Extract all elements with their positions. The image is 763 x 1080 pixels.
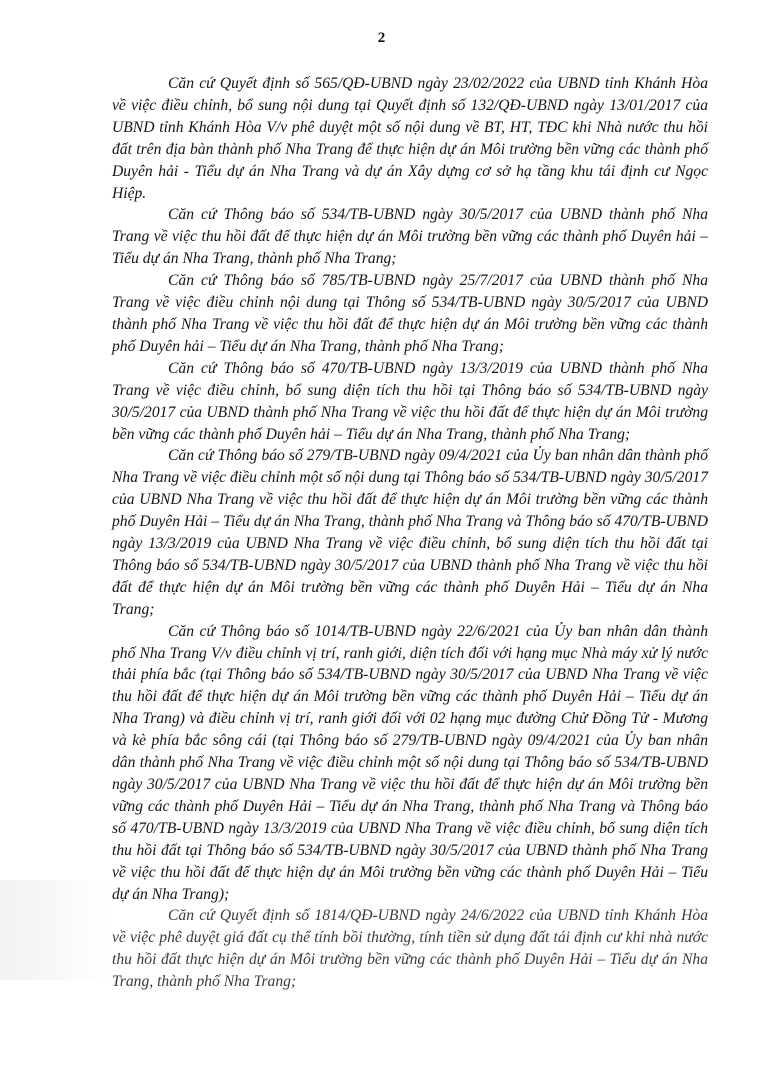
paragraph-tb-1014: Căn cứ Thông báo số 1014/TB-UBND ngày 22/6/2021 của Ủy ban nhân dân thành phố Nha Trang V/v điều chỉnh vị trí, ranh giới, diện tích đối với hạng mục Nhà máy xử lý nước thải phía bắc (tại Thông báo số 534/TB-UBND ngày 30/5/2017 của UBND Nha Trang về việc thu hồi đất để thực hiện dự án Môi trường bền vững các thành phố Duyên Hải – Tiểu dự án Nha Trang) và điều chỉnh vị trí, ranh giới đối với 02 hạng mục đường Chử Đồng Tử - Mương và kè phía bắc sông cái (tại Thông báo số 279/TB-UBND ngày 09/4/2021 của Ủy ban nhân dân thành phố Nha Trang về việc điều chỉnh một số nội dung tại Thông báo số 534/TB-UBND ngày 30/5/2017 của UBND Nha Trang về việc thu hồi đất để thực hiện dự án Môi trường bền vững các thành phố Duyên Hải – Tiểu dự án Nha Trang, thành phố Nha Trang và Thông báo số 470/TB-UBND ngày 13/3/2019 của UBND Nha Trang về việc điều chỉnh, bổ sung diện tích thu hồi đất tại Thông báo số 534/TB-UBND ngày 30/5/2017 của UBND thành phố Nha Trang về việc thu hồi đất để thực hiện dự án Môi trường bền vững các thành phố Duyên Hải – Tiểu dự án Nha Trang); bbox=[112, 622, 708, 903]
paragraph-tb-470: Căn cứ Thông báo số 470/TB-UBND ngày 13/3/2019 của UBND thành phố Nha Trang về việc điều chỉnh, bổ sung diện tích thu hồi tại Thông báo số 534/TB-UBND ngày 30/5/2017 của UBND thành phố Nha Trang về việc thu hồi đất để thực hiện dự án Môi trường bền vững các thành phố Duyên hải – Tiểu dự án Nha Trang, thành phố Nha Trang; bbox=[112, 359, 708, 443]
scan-shadow bbox=[0, 880, 110, 980]
document-body bbox=[112, 73, 708, 993]
paragraph-tb-534: Căn cứ Thông báo số 534/TB-UBND ngày 30/5/2017 của UBND thành phố Nha Trang về việc thu hồi đất để thực hiện dự án Môi trường bền vững các thành phố Duyên hải – Tiểu dự án Nha Trang, thành phố Nha Trang; bbox=[112, 206, 708, 268]
paragraph-tb-279: Căn cứ Thông báo số 279/TB-UBND ngày 09/4/2021 của Ủy ban nhân dân thành phố Nha Trang về việc điều chỉnh một số nội dung tại Thông báo số 534/TB-UBND ngày 30/5/2017 của UBND Nha Trang về việc thu hồi đất để thực hiện dự án Môi trường bền vững các thành phố Duyên Hải – Tiểu dự án Nha Trang, thành phố Nha Trang và Thông báo số 470/TB-UBND ngày 13/3/2019 của UBND Nha Trang về việc điều chỉnh, bổ sung diện tích thu hồi đất tại Thông báo số 534/TB-UBND ngày 30/5/2017 của UBND thành phố Nha Trang về việc thu hồi đất để thực hiện dự án Môi trường bền vững các thành phố Duyên Hải – Tiểu dự án Nha Trang; bbox=[112, 447, 708, 618]
paragraph-tb-785: Căn cứ Thông báo số 785/TB-UBND ngày 25/7/2017 của UBND thành phố Nha Trang về việc điều chỉnh nội dung tại Thông số 534/TB-UBND ngày 30/5/2017 của UBND thành phố Nha Trang về việc thu hồi đất để thực hiện dự án Môi trường bền vững các thành phố Duyên hải – Tiểu dự án Nha Trang, thành phố Nha Trang; bbox=[112, 272, 708, 355]
paragraph-qd-565: Căn cứ Quyết định số 565/QĐ-UBND ngày 23/02/2022 của UBND tỉnh Khánh Hòa về việc điều chỉnh, bổ sung nội dung tại Quyết định số 132/QĐ-UBND ngày 13/01/2017 của UBND tỉnh Khánh Hòa V/v phê duyệt một số nội dung về BT, HT, TĐC khi Nhà nước thu hồi đất trên địa bàn thành phố Nha Trang để thực hiện dự án Môi trường bền vững các thành phố Duyên hải - Tiểu dự án Nha Trang và dự án Xây dựng cơ sở hạ tầng khu tái định cư Ngọc Hiệp. bbox=[112, 75, 708, 202]
paragraph-qd-1814: Căn cứ Quyết định số 1814/QĐ-UBND ngày 24/6/2022 của UBND tỉnh Khánh Hòa về việc phê duyệt giá đất cụ thể tính bồi thường, tính tiền sử dụng đất tái định cư khi nhà nước thu hồi đất thực hiện dự án Môi trường bền vững các thành phố Duyên Hải – Tiểu dự án Nha Trang, thành phố Nha Trang; bbox=[112, 907, 708, 991]
page-number: 2 bbox=[377, 30, 386, 46]
